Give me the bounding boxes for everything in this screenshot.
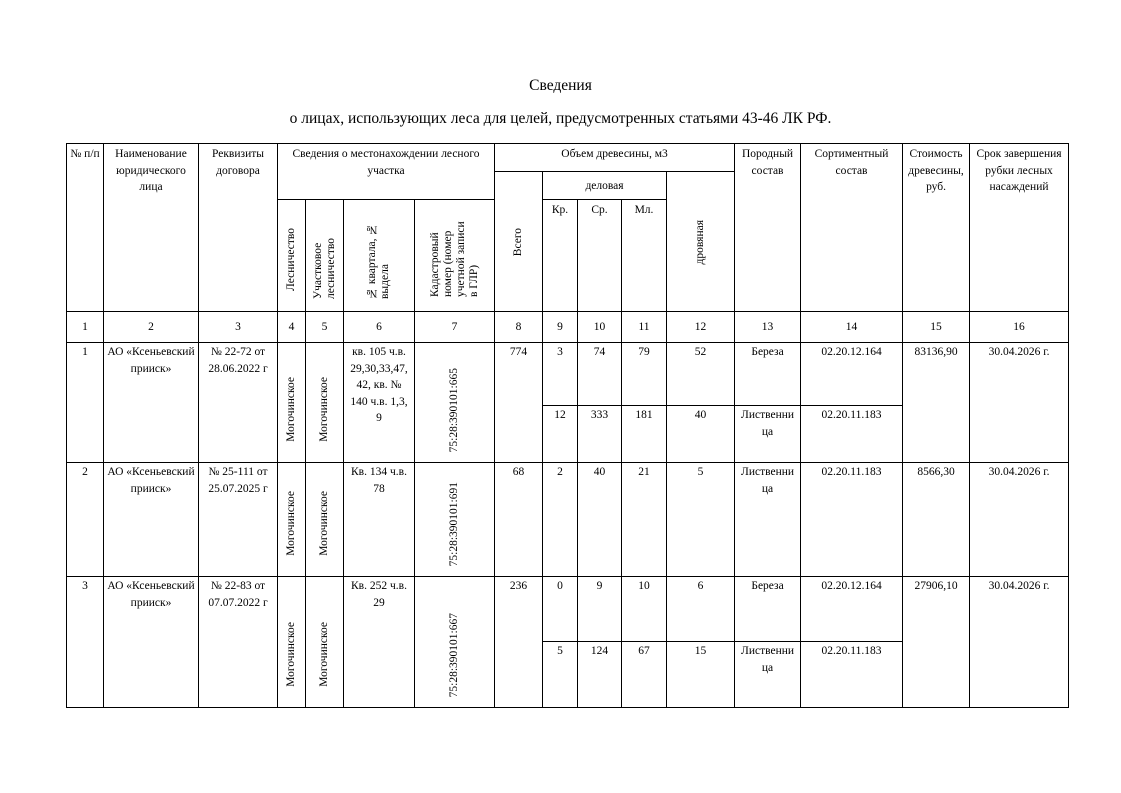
species-value: Лиственница <box>735 406 801 463</box>
header-business: деловая <box>543 172 667 200</box>
species-value: Береза <box>735 577 801 642</box>
cadastral-value: 75:28:390101:691 <box>415 463 495 577</box>
firewood-volume: 52 <box>667 343 735 406</box>
header-large: Кр. <box>543 200 578 312</box>
small-volume: 67 <box>622 642 667 708</box>
deadline-value: 30.04.2026 г. <box>970 577 1069 708</box>
column-number: 10 <box>578 312 622 343</box>
total-volume: 236 <box>495 577 543 708</box>
header-deadline: Срок завершения рубки лесных насаждений <box>970 144 1069 312</box>
total-volume: 774 <box>495 343 543 463</box>
large-volume: 2 <box>543 463 578 577</box>
header-volume: Объем древесины, м3 <box>495 144 735 172</box>
species-value: Лиственница <box>735 463 801 577</box>
assortment-value: 02.20.11.183 <box>801 463 903 577</box>
contract-details: № 22-72 от 28.06.2022 г <box>199 343 278 463</box>
company-name: АО «Ксеньевский прииск» <box>104 577 199 708</box>
total-volume: 68 <box>495 463 543 577</box>
district-value: Могочинское <box>306 463 344 577</box>
column-number: 15 <box>903 312 970 343</box>
contract-details: № 22-83 от 07.07.2022 г <box>199 577 278 708</box>
column-number: 8 <box>495 312 543 343</box>
firewood-volume: 5 <box>667 463 735 577</box>
quarter-value: Кв. 134 ч.в. 78 <box>344 463 415 577</box>
medium-volume: 74 <box>578 343 622 406</box>
company-name: АО «Ксеньевский прииск» <box>104 343 199 463</box>
small-volume: 181 <box>622 406 667 463</box>
company-name: АО «Ксеньевский прииск» <box>104 463 199 577</box>
header-small: Мл. <box>622 200 667 312</box>
column-number: 12 <box>667 312 735 343</box>
deadline-value: 30.04.2026 г. <box>970 463 1069 577</box>
small-volume: 21 <box>622 463 667 577</box>
column-number: 7 <box>415 312 495 343</box>
cost-value: 8566,30 <box>903 463 970 577</box>
firewood-volume: 40 <box>667 406 735 463</box>
header-district: Участковое лесничество <box>306 200 344 312</box>
header-name: Наименование юридического лица <box>104 144 199 312</box>
assortment-value: 02.20.12.164 <box>801 343 903 406</box>
contract-details: № 25-111 от 25.07.2025 г <box>199 463 278 577</box>
column-number: 9 <box>543 312 578 343</box>
large-volume: 12 <box>543 406 578 463</box>
assortment-value: 02.20.11.183 <box>801 406 903 463</box>
medium-volume: 333 <box>578 406 622 463</box>
column-number: 3 <box>199 312 278 343</box>
row-number: 1 <box>67 343 104 463</box>
cost-value: 27906,10 <box>903 577 970 708</box>
deadline-value: 30.04.2026 г. <box>970 343 1069 463</box>
assortment-value: 02.20.11.183 <box>801 642 903 708</box>
header-forestry: Лесничество <box>278 200 306 312</box>
row-number: 2 <box>67 463 104 577</box>
district-value: Могочинское <box>306 577 344 708</box>
column-number: 4 <box>278 312 306 343</box>
large-volume: 0 <box>543 577 578 642</box>
document-subtitle: о лицах, использующих леса для целей, предусмотренных статьями 43-46 ЛК РФ. <box>289 110 832 127</box>
district-value: Могочинское <box>306 343 344 463</box>
firewood-volume: 15 <box>667 642 735 708</box>
quarter-value: кв. 105 ч.в. 29,30,33,47, 42, кв. № 140 ч.в. 1,3, 9 <box>344 343 415 463</box>
small-volume: 10 <box>622 577 667 642</box>
forestry-value: Могочинское <box>278 343 306 463</box>
forest-use-table <box>66 143 1069 708</box>
large-volume: 5 <box>543 642 578 708</box>
header-medium: Ср. <box>578 200 622 312</box>
header-total: Всего <box>495 172 543 312</box>
large-volume: 3 <box>543 343 578 406</box>
cadastral-value: 75:28:390101:665 <box>415 343 495 463</box>
column-number: 6 <box>344 312 415 343</box>
header-contract: Реквизиты договора <box>199 144 278 312</box>
column-number: 11 <box>622 312 667 343</box>
header-location: Сведения о местонахождении лесного участка <box>278 144 495 200</box>
column-number: 16 <box>970 312 1069 343</box>
firewood-volume: 6 <box>667 577 735 642</box>
quarter-value: Кв. 252 ч.в. 29 <box>344 577 415 708</box>
document-title: Сведения <box>529 77 592 94</box>
cadastral-value: 75:28:390101:667 <box>415 577 495 708</box>
column-number: 1 <box>67 312 104 343</box>
species-value: Береза <box>735 343 801 406</box>
column-number: 13 <box>735 312 801 343</box>
header-cost: Стоимость древесины, руб. <box>903 144 970 312</box>
forestry-value: Могочинское <box>278 577 306 708</box>
column-number: 5 <box>306 312 344 343</box>
table-row <box>67 577 1069 642</box>
table-row <box>67 343 1069 406</box>
cost-value: 83136,90 <box>903 343 970 463</box>
row-number: 3 <box>67 577 104 708</box>
assortment-value: 02.20.12.164 <box>801 577 903 642</box>
header-cadastral: Кадастровый номер (номер учетной записи в ГЛР) <box>415 200 495 312</box>
column-number: 2 <box>104 312 199 343</box>
forestry-value: Могочинское <box>278 463 306 577</box>
column-number: 14 <box>801 312 903 343</box>
species-value: Лиственница <box>735 642 801 708</box>
header-num: № п/п <box>67 144 104 312</box>
header-species: Породный состав <box>735 144 801 312</box>
header-firewood: дровяная <box>667 172 735 312</box>
table-row <box>67 463 1069 577</box>
header-assortment: Сортиментный состав <box>801 144 903 312</box>
header-quarter: № квартала, № выдела <box>344 200 415 312</box>
medium-volume: 9 <box>578 577 622 642</box>
medium-volume: 40 <box>578 463 622 577</box>
medium-volume: 124 <box>578 642 622 708</box>
small-volume: 79 <box>622 343 667 406</box>
